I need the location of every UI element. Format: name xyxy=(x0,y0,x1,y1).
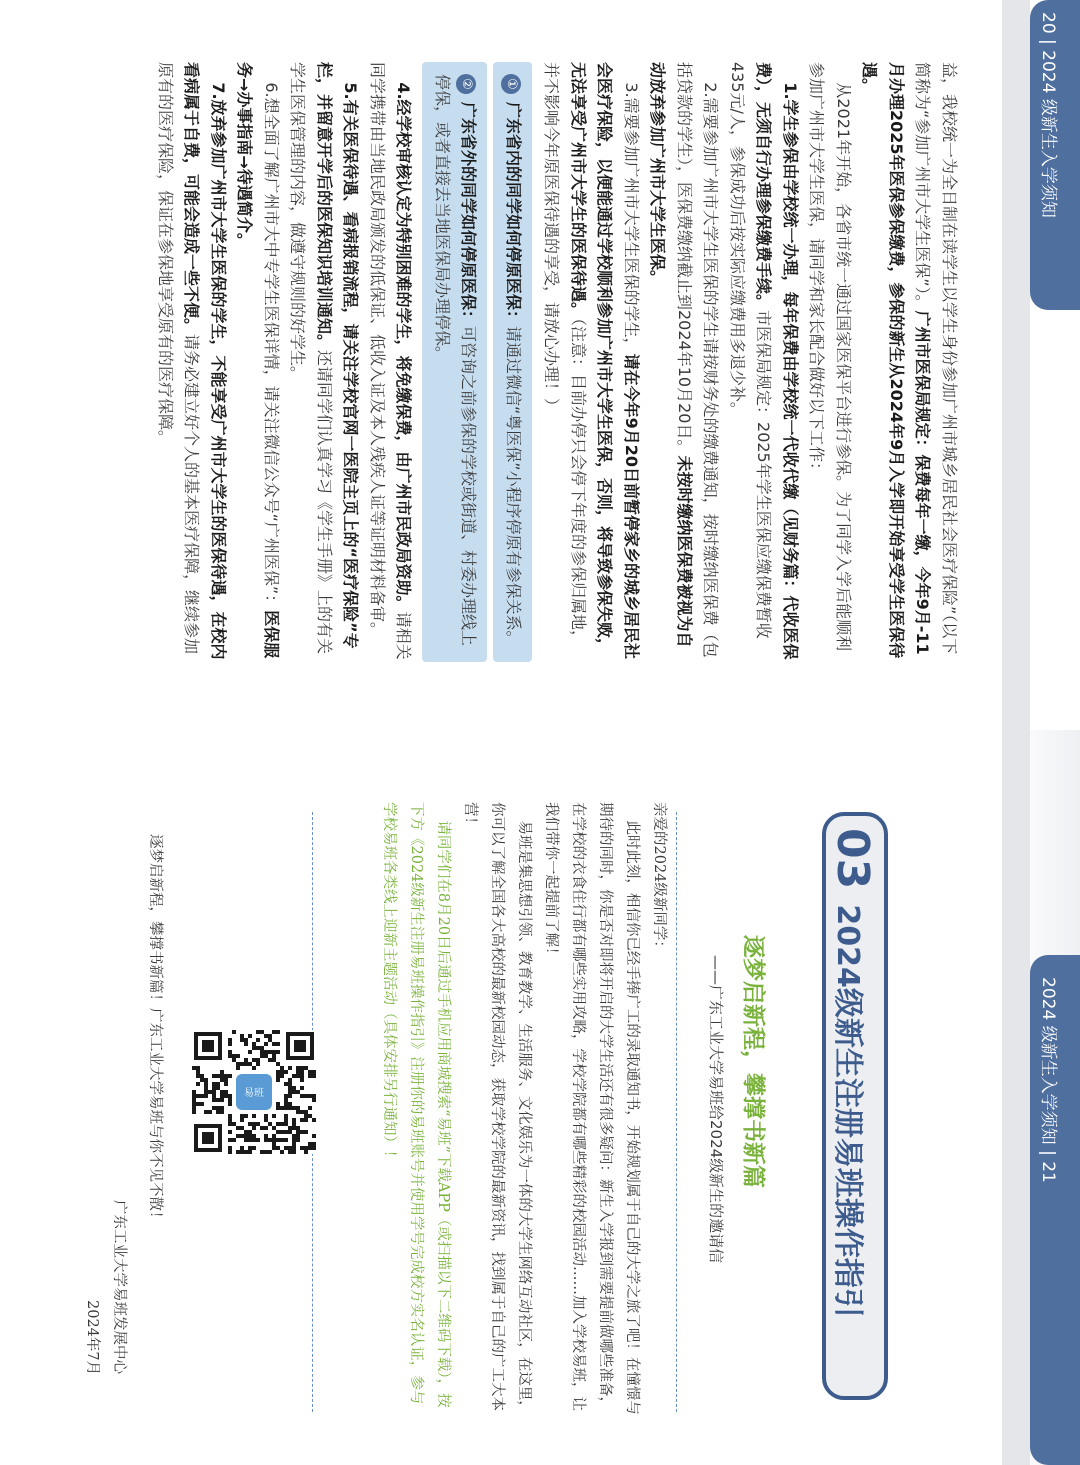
qr-module xyxy=(224,1090,228,1094)
qr-module xyxy=(276,1078,280,1082)
qr-module xyxy=(272,1030,276,1034)
page-tab-label: 20 | 2024 级新生入学须知 xyxy=(1038,12,1058,218)
qr-module xyxy=(232,1030,236,1034)
qr-module xyxy=(224,1082,228,1086)
qr-module xyxy=(272,1142,276,1146)
qr-module xyxy=(192,1110,196,1114)
qr-module xyxy=(220,1110,224,1114)
qr-module xyxy=(232,1054,236,1058)
qr-module xyxy=(244,1042,248,1046)
item-2: 2.需要参加广州市大学生医保的学生请按财务处的缴费通知，按时缴纳医保费（包括贷款的学生），医保费缴纳截止到2024年10月20日。未按时缴纳医保费被视为自动放弃参加广州市大学生医保。 xyxy=(648,62,721,658)
qr-module xyxy=(252,1046,256,1050)
qr-module xyxy=(292,1118,296,1122)
qr-module xyxy=(276,1062,280,1066)
qr-module xyxy=(192,1094,196,1098)
qr-module xyxy=(244,1038,248,1042)
qr-module xyxy=(292,1122,296,1126)
qr-module xyxy=(228,1114,232,1118)
letter-instruction: 请同学们在8月20日后通过手机应用商城搜索“易班”下载APP（或扫描以下二维码下载），按下方《2024级新生注册易班操作指引》注册你的易班账号并使用学号完成校方实名认证，参与学校易班各类线上迎新主题活动（具体安排另行通知）！ xyxy=(381,802,451,1408)
qr-module xyxy=(296,1126,300,1130)
qr-module xyxy=(204,1110,208,1114)
qr-module xyxy=(300,1130,304,1134)
qr-module xyxy=(296,1138,300,1142)
qr-module xyxy=(252,1134,256,1138)
qr-module xyxy=(236,1150,240,1154)
divider-top xyxy=(676,812,677,1412)
qr-module xyxy=(276,1030,280,1034)
qr-module xyxy=(280,1130,284,1134)
qr-module xyxy=(220,1090,224,1094)
qr-module xyxy=(308,1106,312,1110)
qr-module xyxy=(292,1138,296,1142)
qr-module xyxy=(296,1130,300,1134)
qr-module xyxy=(196,1094,200,1098)
letter-closing: 逐梦启新程，攀撑书新篇！广东工业大学易班与你不见不散！ xyxy=(147,834,163,1226)
letter-body xyxy=(375,802,672,1417)
qr-module xyxy=(224,1078,228,1082)
qr-module xyxy=(276,1050,280,1054)
yiban-logo-text: 易班 xyxy=(244,1088,264,1099)
qr-module xyxy=(196,1074,200,1078)
qr-module xyxy=(308,1146,312,1150)
qr-module xyxy=(264,1042,268,1046)
qr-module xyxy=(212,1082,216,1086)
qr-module xyxy=(256,1046,260,1050)
qr-module xyxy=(252,1058,256,1062)
qr-module xyxy=(212,1106,216,1110)
qr-module xyxy=(252,1066,256,1070)
qr-code[interactable] xyxy=(192,1030,316,1154)
qr-module xyxy=(204,1090,208,1094)
qr-module xyxy=(276,1130,280,1134)
qr-module xyxy=(204,1078,208,1082)
qr-module xyxy=(264,1134,268,1138)
qr-module xyxy=(272,1058,276,1062)
qr-module xyxy=(236,1134,240,1138)
qr-module xyxy=(288,1086,292,1090)
qr-module xyxy=(268,1122,272,1126)
qr-module xyxy=(280,1066,284,1070)
qr-module xyxy=(232,1122,236,1126)
qr-module xyxy=(284,1138,288,1142)
qr-module xyxy=(200,1094,204,1098)
qr-module xyxy=(204,1082,208,1086)
subtitle: 逐梦启新程，攀撑书新篇 xyxy=(740,935,766,1188)
qr-module xyxy=(240,1134,244,1138)
qr-module xyxy=(228,1138,232,1142)
page-edge-band xyxy=(1002,730,1030,1465)
letter-greeting: 亲爱的2024级新同学： xyxy=(651,802,667,955)
qr-module xyxy=(276,1122,280,1126)
qr-module xyxy=(200,1074,204,1078)
qr-module xyxy=(216,1082,220,1086)
qr-module xyxy=(304,1114,308,1118)
qr-module xyxy=(228,1094,232,1098)
qr-module xyxy=(208,1110,212,1114)
qr-module xyxy=(248,1134,252,1138)
qr-module xyxy=(228,1118,232,1122)
question-2-box: ②广东省外的同学如何停原医保：可咨询之前参保的学校或街道、村委办理线上停保，或者直接去当地医保局办理停保。 xyxy=(423,62,488,662)
qr-module xyxy=(288,1066,292,1070)
qr-module xyxy=(284,1146,288,1150)
qr-module xyxy=(292,1126,296,1130)
qr-module xyxy=(280,1106,284,1110)
qr-module xyxy=(304,1130,308,1134)
qr-module xyxy=(296,1110,300,1114)
qr-module xyxy=(280,1074,284,1078)
qr-module xyxy=(272,1114,276,1118)
qr-module xyxy=(296,1106,300,1110)
qr-module xyxy=(296,1074,300,1078)
qr-module xyxy=(268,1050,272,1054)
qr-module xyxy=(196,1102,200,1106)
qr-module xyxy=(256,1030,260,1034)
qr-module xyxy=(244,1134,248,1138)
page-tab-label: 2024 级新生入学须知 | 21 xyxy=(1038,977,1058,1183)
qr-module xyxy=(228,1130,232,1134)
qr-module xyxy=(308,1142,312,1146)
qr-module xyxy=(296,1134,300,1138)
qr-module xyxy=(240,1114,244,1118)
qr-module xyxy=(300,1110,304,1114)
qr-module xyxy=(312,1146,316,1150)
qr-module xyxy=(296,1066,300,1070)
qr-module xyxy=(272,1146,276,1150)
qr-module xyxy=(308,1070,312,1074)
qr-module xyxy=(264,1126,268,1130)
qr-module xyxy=(284,1070,288,1074)
qr-module xyxy=(276,1074,280,1078)
item-3: 3.需要参加广州市大学生医保的学生，请在今年9月20日前暂停家乡的城乡居民社会医疗保险，以便能通过学校顺利参加广州市大学生医保，否则，将导致参保失败，无法享受广州市大学生的医保待遇。（注意：目前办停只会停下年度的参保归属地，并不影响今年原医保待遇的享受，请放心办理！） xyxy=(542,62,641,660)
p-2021: 从2021年开始，各省市统一通过国家医保平台进行参保。为了同学入学后能顺利参加广州市大学生医保，请同学和家长配合做好以下工作： xyxy=(807,62,853,652)
qr-module xyxy=(312,1118,316,1122)
qr-module xyxy=(228,1054,232,1058)
item-7: 7.放弃参加广州市大学生医保的学生，不能享受广州市大学生的医保待遇，在校内看病属于自费，可能会造成一些不便。请务必建立好个人的基本医疗保障，继续参加原有的医疗保险，保证在参保地享受原有的医疗保障。 xyxy=(156,62,228,660)
qr-module xyxy=(252,1122,256,1126)
qr-module xyxy=(284,1106,288,1110)
qr-module xyxy=(240,1118,244,1122)
qr-module xyxy=(276,1106,280,1110)
qr-module xyxy=(276,1146,280,1150)
qr-module xyxy=(312,1094,316,1098)
qr-module xyxy=(284,1122,288,1126)
page-21 xyxy=(0,730,1080,1465)
qr-module xyxy=(248,1122,252,1126)
qr-module xyxy=(292,1150,296,1154)
qr-module xyxy=(260,1054,264,1058)
qr-module xyxy=(248,1050,252,1054)
qr-module xyxy=(240,1146,244,1150)
section-number: 03 xyxy=(827,828,878,890)
qr-module xyxy=(204,1094,208,1098)
item-6: 6.想全面了解广州市大中专学生医保详情，请关注微信公众号“广州医保”：医保服务→办事指南→待遇简介。 xyxy=(235,62,281,659)
qr-module xyxy=(260,1126,264,1130)
qr-module xyxy=(244,1062,248,1066)
qr-module xyxy=(228,1098,232,1102)
qr-module xyxy=(196,1070,200,1074)
qr-module xyxy=(228,1050,232,1054)
qr-module xyxy=(304,1150,308,1154)
qr-module xyxy=(256,1122,260,1126)
qr-module xyxy=(256,1058,260,1062)
qr-module xyxy=(288,1150,292,1154)
qr-module xyxy=(288,1082,292,1086)
qr-module xyxy=(236,1066,240,1070)
qr-module xyxy=(220,1070,224,1074)
qr-module xyxy=(300,1146,304,1150)
qr-module xyxy=(260,1046,264,1050)
qr-module xyxy=(292,1090,296,1094)
qr-module xyxy=(300,1070,304,1074)
byline: ——广东工业大学易班给2024级新生的邀请信 xyxy=(707,955,725,1264)
qr-module xyxy=(300,1094,304,1098)
qr-module xyxy=(232,1138,236,1142)
qr-module xyxy=(308,1094,312,1098)
qr-module xyxy=(300,1078,304,1082)
qr-module xyxy=(192,1098,196,1102)
qr-module xyxy=(200,1102,204,1106)
qr-module xyxy=(284,1102,288,1106)
qr-module xyxy=(192,1066,196,1070)
qr-module xyxy=(284,1130,288,1134)
qr-module xyxy=(228,1122,232,1126)
qr-module xyxy=(244,1150,248,1154)
qr-module xyxy=(260,1050,264,1054)
qr-module xyxy=(280,1150,284,1154)
qr-module xyxy=(264,1114,268,1118)
qr-module xyxy=(260,1150,264,1154)
qr-module xyxy=(200,1078,204,1082)
qr-module xyxy=(292,1106,296,1110)
qr-module xyxy=(288,1106,292,1110)
qr-module xyxy=(312,1098,316,1102)
qr-module xyxy=(276,1042,280,1046)
qr-module xyxy=(248,1130,252,1134)
letter-paragraph-2: 易班是集思想引领、教育教学、生活服务、文化娱乐为一体的大学生网络互动社区，在这里，你可以了解全国各大高校的最新校园动态，获取学校学院的最新资讯，找到属于自己的广工大本营！ xyxy=(462,802,532,1415)
qr-module xyxy=(236,1126,240,1130)
qr-module xyxy=(272,1138,276,1142)
qr-module xyxy=(288,1146,292,1150)
qr-module xyxy=(276,1070,280,1074)
page-tab-20 xyxy=(1030,0,1080,310)
qr-module xyxy=(300,1074,304,1078)
qr-module xyxy=(288,1094,292,1098)
qr-module xyxy=(244,1138,248,1142)
qr-module xyxy=(220,1074,224,1078)
qr-module xyxy=(280,1138,284,1142)
qr-module xyxy=(268,1038,272,1042)
qr-module xyxy=(272,1050,276,1054)
qr-module xyxy=(292,1142,296,1146)
qr-module xyxy=(276,1102,280,1106)
qr-module xyxy=(220,1098,224,1102)
qr-module xyxy=(248,1150,252,1154)
qr-module xyxy=(284,1114,288,1118)
qr-module xyxy=(268,1058,272,1062)
qr-module xyxy=(288,1126,292,1130)
qr-module xyxy=(228,1146,232,1150)
qr-module xyxy=(284,1094,288,1098)
letter-paragraph-1: 此时此刻，相信你已经手捧广工的录取通知书，开始规划属于自己的大学之旅了吧！在憧憬与期待的同时，你是否对即将开启的大学生活还有很多疑问：新生入学报到需要提前做哪些准备，在学校的衣食住行都有哪些实用攻略，学校学院都有哪些精彩的校园活动……加入学校易班，让我们带你一起提前了解！ xyxy=(543,802,640,1415)
qr-module xyxy=(288,1102,292,1106)
qr-module xyxy=(220,1078,224,1082)
qr-module xyxy=(232,1058,236,1062)
qr-module xyxy=(304,1118,308,1122)
section-title-row xyxy=(827,828,878,1318)
qr-module xyxy=(272,1054,276,1058)
qr-module xyxy=(304,1146,308,1150)
qr-module xyxy=(244,1114,248,1118)
qr-module xyxy=(248,1034,252,1038)
qr-module xyxy=(240,1126,244,1130)
qr-module xyxy=(312,1070,316,1074)
qr-module xyxy=(292,1146,296,1150)
qr-module xyxy=(296,1090,300,1094)
qr-module xyxy=(224,1074,228,1078)
qr-module xyxy=(192,1106,196,1110)
qr-module xyxy=(236,1062,240,1066)
qr-module xyxy=(272,1126,276,1130)
qr-module xyxy=(220,1106,224,1110)
qr-module xyxy=(216,1110,220,1114)
qr-module xyxy=(280,1122,284,1126)
qr-module xyxy=(236,1054,240,1058)
qr-module xyxy=(228,1042,232,1046)
qr-module xyxy=(264,1118,268,1122)
qr-module xyxy=(216,1086,220,1090)
qr-module xyxy=(224,1094,228,1098)
item-1: 1.学生参保由学校统一办理，每年保费由学校统一代收代缴（见财务篇：代收医保费），无须自行办理参保缴费手续。市医保局规定：2025年学生医保应缴保费暂收435元/人，参保成功后按实际应缴费用多退少补。 xyxy=(728,62,800,660)
qr-module xyxy=(240,1062,244,1066)
qr-module xyxy=(252,1114,256,1118)
qr-module xyxy=(228,1038,232,1042)
qr-module xyxy=(228,1074,232,1078)
question-1-number: ① xyxy=(501,74,521,94)
section-title: 2024级新生注册易班操作指引 xyxy=(830,904,865,1318)
qr-module xyxy=(248,1146,252,1150)
date: 2024年7月 xyxy=(84,1300,100,1376)
qr-module xyxy=(264,1050,268,1054)
qr-module xyxy=(292,1074,296,1078)
qr-module xyxy=(284,1118,288,1122)
qr-module xyxy=(216,1106,220,1110)
qr-module xyxy=(304,1110,308,1114)
qr-module xyxy=(308,1074,312,1078)
qr-module xyxy=(280,1070,284,1074)
qr-module xyxy=(256,1062,260,1066)
item-5: 5.有关医保待遇、看病报销流程，请关注学校官网一医院主页上的“医疗保险”专栏，并留意开学后的医保知识培训通知。还请同学们认真学习《学生手册》上的有关学生医保管理的内容，做遵守规则的好学生。 xyxy=(288,62,361,655)
qr-module xyxy=(288,1078,292,1082)
qr-module xyxy=(248,1062,252,1066)
qr-module xyxy=(300,1086,304,1090)
signature: 广东工业大学易班发展中心 xyxy=(111,1200,127,1374)
qr-module xyxy=(268,1138,272,1142)
qr-module xyxy=(272,1134,276,1138)
qr-module xyxy=(212,1098,216,1102)
qr-module xyxy=(196,1082,200,1086)
qr-module xyxy=(192,1102,196,1106)
qr-module xyxy=(208,1090,212,1094)
qr-module xyxy=(248,1138,252,1142)
qr-module xyxy=(228,1150,232,1154)
top-page-body xyxy=(152,62,963,662)
qr-module xyxy=(304,1094,308,1098)
qr-module xyxy=(256,1038,260,1042)
qr-module xyxy=(264,1150,268,1154)
qr-module xyxy=(192,1090,196,1094)
qr-module xyxy=(196,1066,200,1070)
qr-module xyxy=(284,1082,288,1086)
qr-module xyxy=(212,1086,216,1090)
page-tab-21 xyxy=(1030,955,1080,1465)
qr-module xyxy=(308,1114,312,1118)
qr-module xyxy=(292,1086,296,1090)
qr-module xyxy=(284,1098,288,1102)
qr-module xyxy=(264,1138,268,1142)
qr-module xyxy=(240,1038,244,1042)
page-edge-band xyxy=(1002,0,1030,730)
qr-module xyxy=(252,1146,256,1150)
qr-module xyxy=(268,1150,272,1154)
qr-module xyxy=(204,1086,208,1090)
qr-module xyxy=(244,1058,248,1062)
qr-module xyxy=(312,1142,316,1146)
qr-module xyxy=(256,1138,260,1142)
qr-module xyxy=(260,1030,264,1034)
qr-module xyxy=(300,1066,304,1070)
qr-module xyxy=(300,1118,304,1122)
item-4: 4.经学校审核认定为特别困难的学生，将免缴保费，由广州市民政局资助。请相关同学携带由当地民政局颁发的低保证、低收入证及本人残疾人证等证明材料备审。 xyxy=(368,62,414,660)
qr-module xyxy=(220,1094,224,1098)
qr-module xyxy=(264,1034,268,1038)
qr-module xyxy=(264,1054,268,1058)
qr-module xyxy=(288,1090,292,1094)
qr-module xyxy=(240,1034,244,1038)
qr-module xyxy=(312,1074,316,1078)
qr-module xyxy=(212,1094,216,1098)
qr-module xyxy=(228,1102,232,1106)
qr-module xyxy=(276,1138,280,1142)
qr-module xyxy=(252,1042,256,1046)
qr-module xyxy=(252,1138,256,1142)
qr-module xyxy=(268,1034,272,1038)
question-1-box: ①广东省内的同学如何停原医保：请通过微信“粤医保”小程序停原有参保关系。 xyxy=(494,62,533,662)
intro-paragraph: 益，我校统一为全日制在读学生以学生身份参加广州市城乡居民社会医疗保险”（以下简称为“参加广州市大学生医保”）。广州市医保局规定：保费每年一缴，今年9月-11月办理2025年医保参保缴费，参保的新生从2024年9月入学即开始享受学生医保待遇。 xyxy=(860,62,959,659)
qr-module xyxy=(212,1090,216,1094)
qr-module xyxy=(212,1074,216,1078)
page-20 xyxy=(0,0,1080,730)
section-title-box xyxy=(822,812,888,1400)
qr-module xyxy=(304,1066,308,1070)
qr-module xyxy=(288,1130,292,1134)
qr-module xyxy=(296,1070,300,1074)
qr-module xyxy=(244,1130,248,1134)
qr-module xyxy=(252,1126,256,1130)
qr-module xyxy=(216,1074,220,1078)
question-2-number: ② xyxy=(457,74,477,94)
qr-module xyxy=(216,1098,220,1102)
qr-module xyxy=(312,1134,316,1138)
qr-module xyxy=(292,1134,296,1138)
qr-module xyxy=(272,1042,276,1046)
qr-module xyxy=(240,1150,244,1154)
